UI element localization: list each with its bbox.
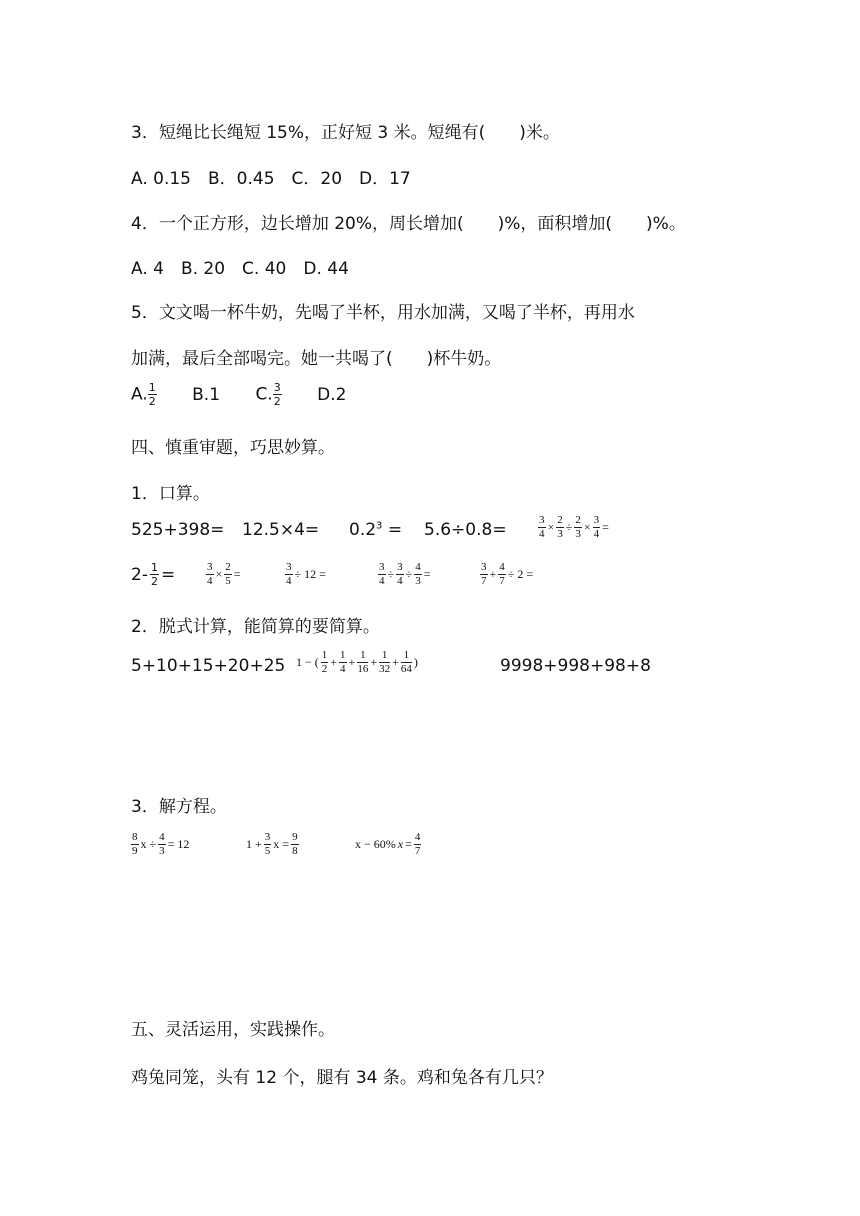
section4-sub3: 3．解方程。 xyxy=(131,797,227,817)
q5-stem-line1: 5．文文喝一杯牛奶，先喝了半杯，用水加满，又喝了半杯，再用水 xyxy=(131,303,635,323)
calc-c: 9998+998+98+8 xyxy=(500,656,651,676)
q4-options: A. 4 B. 20 C. 40 D. 44 xyxy=(131,259,349,279)
equation-2: 1 + $\frac{3}{5}$ x = $\frac{9}{8}$ xyxy=(246,831,298,857)
oral-item-5: $\frac{3}{4}$ × $\frac{2}{3}$ ÷ $\frac{2}{3}$ × $\frac{3}{4}$ = xyxy=(539,514,609,540)
q5-option-b: B.1 xyxy=(192,384,221,405)
section5-problem: 鸡兔同笼，头有 12 个，腿有 34 条。鸡和兔各有几只？ xyxy=(131,1068,553,1088)
q4-stem: 4．一个正方形，边长增加 20%，周长增加( )%，面积增加( )%。 xyxy=(131,214,686,234)
section4-sub1: 1．口算。 xyxy=(131,484,210,504)
equation-3: x − 60% x = $\frac{4}{7}$ xyxy=(355,831,421,857)
oral-item-1: 525+398= xyxy=(131,520,225,540)
calc-a: 5+10+15+20+25 xyxy=(131,656,286,676)
q5-options xyxy=(131,382,346,407)
oral-item-4: 5.6÷0.8= xyxy=(424,520,507,540)
q5-option-a: A. $\frac{1}{2}$ xyxy=(131,381,156,408)
oral-item-9: $\frac{3}{4}$ ÷ $\frac{3}{4}$ ÷ $\frac{4}{3}$ = xyxy=(379,561,431,587)
section5-title: 五、灵活运用，实践操作。 xyxy=(131,1020,335,1040)
oral-item-7: $\frac{3}{4}$ × $\frac{2}{5}$ = xyxy=(207,561,241,587)
q3-options: A. 0.15 B．0.45 C．20 D．17 xyxy=(131,169,411,189)
q5-option-d: D.2 xyxy=(317,384,347,405)
q3-stem: 3．短绳比长绳短 15%，正好短 3 米。短绳有( )米。 xyxy=(131,123,560,143)
equation-1: $\frac{8}{9}$ x ÷ $\frac{4}{3}$ = 12 xyxy=(132,831,190,857)
section4-sub2: 2．脱式计算，能简算的要简算。 xyxy=(131,617,380,637)
calc-b: 1 − ( $\frac{1}{2}$ + $\frac{1}{4}$ + $\frac{1}{16}$ + $\frac{1}{32}$ + $\frac{1}{64}$ ) xyxy=(296,649,418,675)
section4-title: 四、慎重审题，巧思妙算。 xyxy=(131,438,335,458)
q5-stem-line2: 加满，最后全部喝完。她一共喝了( )杯牛奶。 xyxy=(131,349,502,369)
oral-item-10: $\frac{3}{7}$ + $\frac{4}{7}$ ÷ 2 = xyxy=(481,561,534,587)
oral-item-2: 12.5×4= xyxy=(242,520,320,540)
oral-item-8: $\frac{3}{4}$ ÷ 12 = xyxy=(286,561,326,587)
oral-item-3: $0.2^3$ = xyxy=(349,520,403,540)
q5-option-c: C. $\frac{3}{2}$ xyxy=(255,381,281,408)
oral-item-6: 2- $\frac{1}{2}$ = xyxy=(131,561,176,588)
